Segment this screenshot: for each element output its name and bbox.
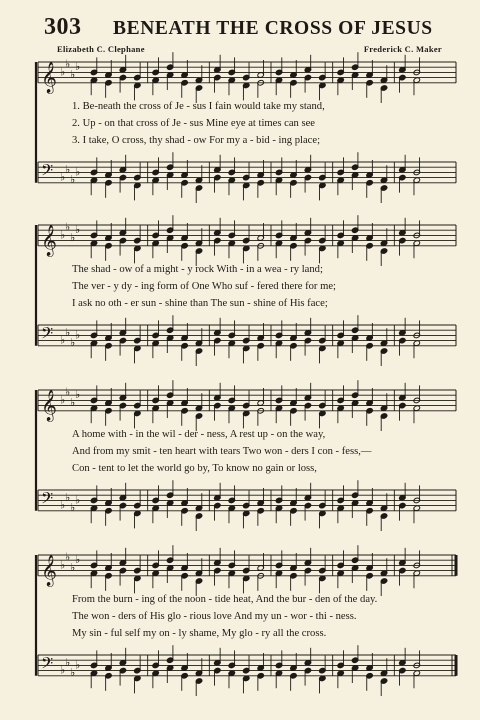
- music-system-1: [0, 52, 480, 202]
- staff: [38, 52, 456, 103]
- flat-sign-icon: ♭: [70, 396, 76, 409]
- flat-sign-icon: ♭: [75, 388, 81, 402]
- bass-clef-icon: 𝄢: [41, 324, 54, 347]
- lyrics-block: [72, 426, 440, 477]
- lyrics-block: [72, 261, 440, 312]
- flat-sign-icon: ♭: [70, 501, 76, 515]
- composer-credit: Frederick C. Maker: [363, 44, 442, 54]
- lyric-line: 3. I take, O cross, thy shad - ow For my a - bid - ing place;: [72, 135, 321, 146]
- flat-sign-icon: ♭: [75, 165, 81, 179]
- flat-sign-icon: ♭: [70, 173, 76, 187]
- lyric-line: I ask no oth - er sun - shine than The sun - shine of His face;: [72, 298, 328, 309]
- treble-clef-icon: 𝄞: [41, 554, 57, 586]
- hymn-title: BENEATH THE CROSS OF JESUS: [113, 18, 433, 39]
- flat-sign-icon: ♭: [60, 663, 66, 677]
- staff: [38, 545, 456, 596]
- flat-sign-icon: ♭: [60, 228, 66, 242]
- lyric-line: The won - ders of His glo - rious love And my un - wor - thi - ness.: [72, 611, 357, 622]
- flat-sign-icon: ♭: [60, 393, 66, 407]
- hymn-number: 303: [44, 14, 82, 40]
- bass-clef-icon: 𝄢: [41, 161, 54, 184]
- staff: [38, 380, 456, 431]
- flat-sign-icon: ♭: [60, 333, 66, 347]
- flat-sign-icon: ♭: [70, 666, 76, 680]
- flat-sign-icon: ♭: [75, 328, 81, 342]
- flat-sign-icon: ♭: [75, 493, 81, 507]
- lyric-line: 1. Be-neath the cross of Je - sus I fain would take my stand,: [72, 101, 325, 112]
- treble-clef-icon: 𝄞: [41, 389, 57, 421]
- lyric-line: And from my smit - ten heart with tears Two won - ders I con - fess,—: [72, 446, 372, 457]
- music-system-2: [0, 215, 480, 365]
- flat-sign-icon: ♭: [70, 336, 76, 350]
- staff: [38, 315, 456, 366]
- flat-sign-icon: ♭: [70, 68, 76, 81]
- music-system-4: [0, 545, 480, 695]
- flat-sign-icon: ♭: [65, 655, 71, 669]
- lyric-line: Con - tent to let the world go by, To know no gain or loss,: [72, 463, 317, 474]
- lyric-line: From the burn - ing of the noon - tide heat, And the bur - den of the day.: [72, 594, 378, 605]
- treble-clef-icon: 𝄞: [41, 224, 57, 256]
- bass-clef-icon: 𝄢: [41, 654, 54, 677]
- staff: [38, 215, 456, 266]
- flat-sign-icon: ♭: [65, 490, 71, 504]
- flat-sign-icon: ♭: [75, 60, 81, 74]
- music-system-3: [0, 380, 480, 530]
- lyric-line: A home with - in the wil - der - ness, A rest up - on the way,: [72, 429, 326, 440]
- flat-sign-icon: ♭: [60, 170, 66, 184]
- lyrics-block: [72, 98, 440, 149]
- flat-sign-icon: ♭: [75, 553, 81, 567]
- author-credit: Elizabeth C. Clephane: [57, 44, 145, 54]
- flat-sign-icon: ♭: [65, 550, 71, 564]
- flat-sign-icon: ♭: [65, 325, 71, 339]
- lyrics-block: [72, 591, 440, 642]
- staff: [38, 645, 456, 696]
- flat-sign-icon: ♭: [65, 162, 71, 176]
- flat-sign-icon: ♭: [75, 223, 81, 237]
- treble-clef-icon: 𝄞: [41, 61, 57, 93]
- flat-sign-icon: ♭: [70, 561, 76, 574]
- staff: [38, 152, 456, 203]
- flat-sign-icon: ♭: [60, 65, 66, 79]
- bass-clef-icon: 𝄢: [41, 489, 54, 512]
- lyric-line: The shad - ow of a might - y rock With - in a wea - ry land;: [72, 264, 323, 275]
- staff: [38, 480, 456, 531]
- lyric-line: My sin - ful self my on - ly shame, My glo - ry all the cross.: [72, 628, 327, 639]
- lyric-line: 2. Up - on that cross of Je - sus Mine eye at times can see: [72, 118, 316, 129]
- flat-sign-icon: ♭: [60, 558, 66, 572]
- flat-sign-icon: ♭: [65, 57, 71, 71]
- flat-sign-icon: ♭: [70, 231, 76, 244]
- flat-sign-icon: ♭: [65, 385, 71, 399]
- flat-sign-icon: ♭: [65, 220, 71, 234]
- flat-sign-icon: ♭: [60, 498, 66, 512]
- lyric-line: The ver - y dy - ing form of One Who suf - fered there for me;: [72, 281, 336, 292]
- flat-sign-icon: ♭: [75, 658, 81, 672]
